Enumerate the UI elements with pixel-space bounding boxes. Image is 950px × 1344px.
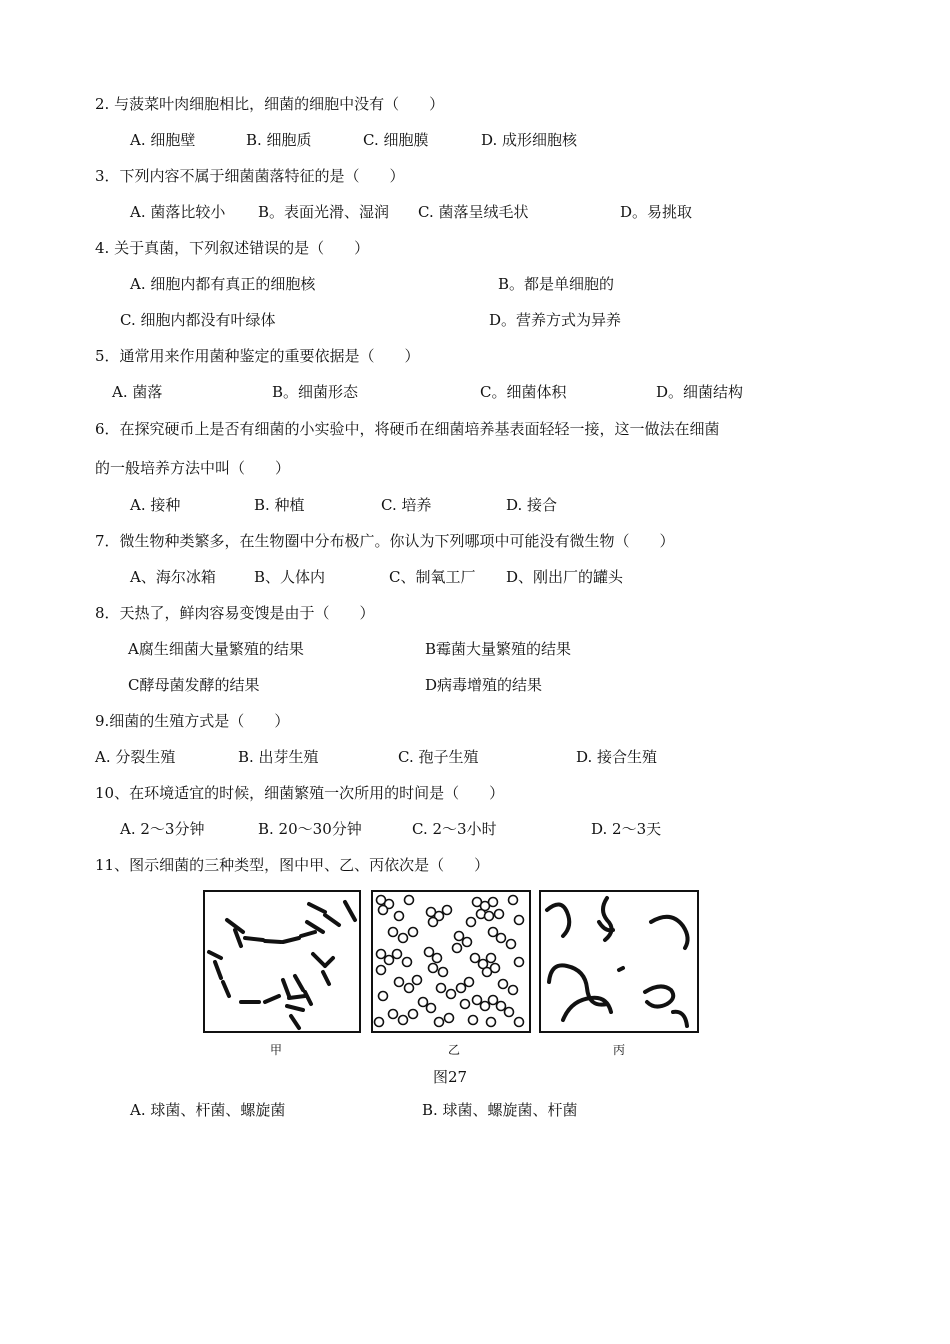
question-9-option-d: D. 接合生殖 [576,748,658,766]
question-11-option-a: A. 球菌、杆菌、螺旋菌 [130,1101,286,1119]
question-8-option-d: D病毒增殖的结果 [425,676,543,694]
question-4-stem: 4. 关于真菌，下列叙述错误的是（ ） [95,239,370,257]
question-10-option-b: B. 20～30分钟 [258,820,362,838]
question-7-option-a: A、海尔冰箱 [130,568,216,586]
question-8-option-a: A腐生细菌大量繁殖的结果 [128,640,304,658]
question-3-stem: 3．下列内容不属于细菌菌落特征的是（ ） [95,167,405,185]
question-4-option-a: A. 细胞内都有真正的细胞核 [130,275,316,293]
figure-caption: 图27 [433,1068,468,1086]
cocci-illustration [373,892,529,1031]
question-5-option-a: A. 菌落 [112,383,163,401]
question-8-option-c: C酵母菌发酵的结果 [128,676,260,694]
question-2-option-c: C. 细胞膜 [363,131,429,149]
question-6-stem: 6．在探究硬币上是否有细菌的小实验中，将硬币在细菌培养基表面轻轻一接，这一做法在细菌 [95,420,720,438]
figure-label-bing: 丙 [613,1043,626,1057]
question-4-option-c: C. 细胞内都没有叶绿体 [120,311,276,329]
spirilla-illustration [541,892,697,1031]
figure-label-yi: 乙 [448,1043,461,1057]
question-2-stem: 2. 与菠菜叶肉细胞相比，细菌的细胞中没有（ ） [95,95,445,113]
question-2-option-a: A. 细胞壁 [130,131,196,149]
question-10-stem: 10、在环境适宜的时候，细菌繁殖一次所用的时间是（ ） [95,784,505,802]
figure-label-jia: 甲 [270,1043,283,1057]
question-10-option-d: D. 2～3天 [591,820,662,838]
question-3-option-a: A. 菌落比较小 [130,203,226,221]
question-8-stem: 8．天热了，鲜肉容易变馊是由于（ ） [95,604,375,622]
question-5-option-d: D。细菌结构 [656,383,744,401]
question-6-option-a: A. 接种 [130,496,181,514]
question-2-option-b: B. 细胞质 [246,131,312,149]
question-6-option-d: D. 接合 [506,496,558,514]
question-6-option-c: C. 培养 [381,496,432,514]
question-9-option-b: B. 出芽生殖 [238,748,319,766]
question-9-stem: 9.细菌的生殖方式是（ ） [95,712,290,730]
question-2-option-d: D. 成形细胞核 [481,131,578,149]
figure-panel-bing [539,890,699,1033]
bacilli-illustration [205,892,359,1031]
question-7-stem: 7．微生物种类繁多，在生物圈中分布极广。你认为下列哪项中可能没有微生物（ ） [95,532,675,550]
question-4-option-b: B。都是单细胞的 [498,275,615,293]
question-10-option-a: A. 2～3分钟 [120,820,205,838]
question-10-option-c: C. 2～3小时 [412,820,497,838]
question-3-option-d: D。易挑取 [620,203,693,221]
question-6-stem-continued: 的一般培养方法中叫（ ） [95,459,291,477]
question-4-option-d: D。营养方式为异养 [489,311,622,329]
question-7-option-c: C、制氧工厂 [389,568,476,586]
question-11-stem: 11、图示细菌的三种类型，图中甲、乙、丙依次是（ ） [95,856,490,874]
question-11-option-b: B. 球菌、螺旋菌、杆菌 [422,1101,578,1119]
figure-panel-jia [203,890,361,1033]
question-5-option-b: B。细菌形态 [272,383,359,401]
question-7-option-b: B、人体内 [254,568,326,586]
question-3-option-b: B。表面光滑、湿润 [258,203,390,221]
question-9-option-a: A. 分裂生殖 [95,748,176,766]
question-7-option-d: D、刚出厂的罐头 [506,568,624,586]
question-9-option-c: C. 孢子生殖 [398,748,479,766]
question-5-stem: 5．通常用来作用菌种鉴定的重要依据是（ ） [95,347,420,365]
question-8-option-b: B霉菌大量繁殖的结果 [425,640,572,658]
figure-panel-yi [371,890,531,1033]
question-6-option-b: B. 种植 [254,496,305,514]
question-3-option-c: C. 菌落呈绒毛状 [418,203,529,221]
question-5-option-c: C。细菌体积 [480,383,567,401]
